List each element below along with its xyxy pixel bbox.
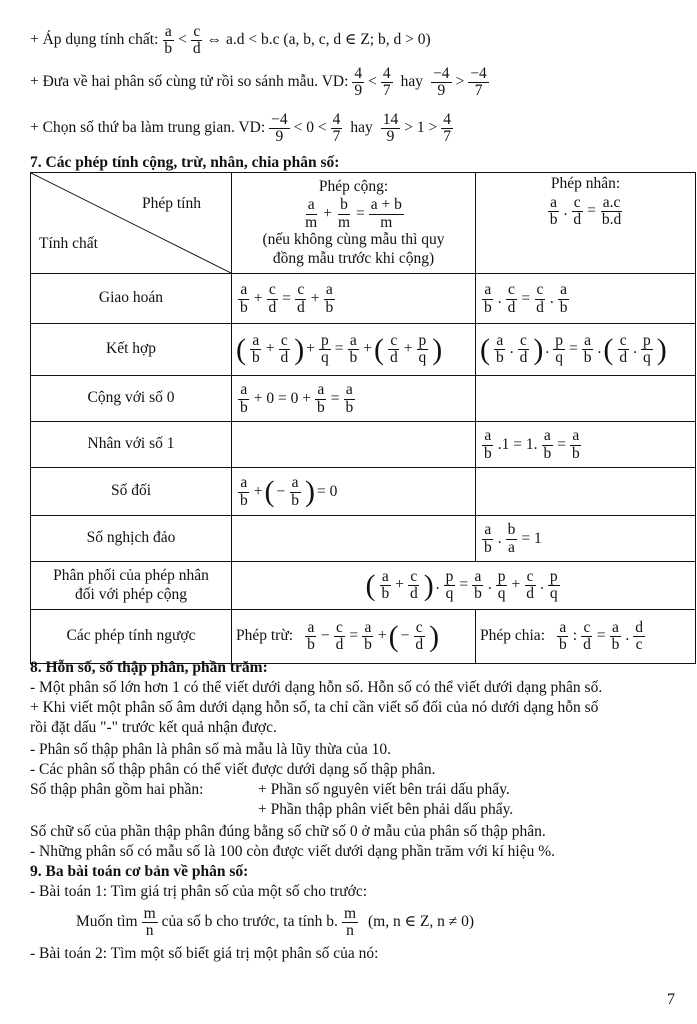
multiplication-formula: $\frac{a}{b}$ . $\frac{c}{d}$ = $\frac{a.c}{b.d}$ bbox=[549, 193, 622, 228]
page-number: 7 bbox=[667, 991, 675, 1008]
row-label-line: Phân phối của phép nhân bbox=[53, 566, 209, 584]
problem-1-formula bbox=[76, 906, 474, 940]
problem-1-title: - Bài toán 1: Tìm giá trị phân số của một số cho trước: bbox=[30, 883, 368, 900]
formula-condition: (m, n ∈ Z, n ≠ 0) bbox=[368, 913, 475, 931]
rule-same-numerator: + Đưa về hai phân số cùng tử rồi so sánh mẫu. VD: $\frac{4}{9}$ < $\frac{4}{7}$ hay $\frac{-4}{9}$ > $\frac{-4}{7}$ bbox=[30, 65, 487, 100]
commutative-addition: $\frac{a}{b}$ + $\frac{c}{d}$ = $\frac{c}{d}$ + $\frac{a}{b}$ bbox=[240, 281, 334, 316]
header-addition bbox=[232, 173, 476, 274]
associative-multiplication: ( $\frac{a}{b}$ . $\frac{c}{d}$ ) . $\frac{p}{q}$ = $\frac{a}{b}$ . ( $\frac{c}{d}$ . $\frac{p}{q}$ ) bbox=[480, 331, 667, 366]
section-9-title: 9. Ba bài toán cơ bản về phân số: bbox=[30, 863, 249, 880]
table-header-row bbox=[31, 173, 696, 274]
reciprocal-formula: $\frac{a}{b}$ . $\frac{b}{a}$ = 1 bbox=[484, 521, 542, 556]
opposite-formula: $\frac{a}{b}$ + ( − $\frac{a}{b}$ ) = 0 bbox=[240, 474, 338, 509]
paragraph-line: - Phân số thập phân là phân số mà mẫu là lũy thừa của 10. bbox=[30, 741, 391, 758]
fraction: $\frac{m}{n}$ bbox=[343, 905, 356, 940]
fraction: $\frac{4}{7}$ bbox=[443, 111, 451, 146]
table-row bbox=[31, 468, 696, 516]
paragraph-line: rồi đặt dấu "-" trước kết quả nhận được. bbox=[30, 719, 277, 736]
paragraph-line: Số thập phân gồm hai phần: bbox=[30, 781, 204, 798]
connector-word: hay bbox=[350, 119, 373, 137]
table-row bbox=[31, 274, 696, 324]
addition-label: Phép cộng: bbox=[318, 177, 389, 195]
formula-text: Muốn tìm bbox=[76, 913, 138, 931]
distributive-formula: ( $\frac{a}{b}$ + $\frac{c}{d}$ ) . $\frac{p}{q}$ = $\frac{a}{b}$ . $\frac{p}{q}$ + $\frac{c}{d}$ . $\frac{p}{q}$ bbox=[365, 567, 558, 602]
division-formula: Phép chia: $\frac{a}{b}$ : $\frac{c}{d}$ = $\frac{a}{b}$ . $\frac{d}{c}$ bbox=[480, 618, 643, 653]
subtraction-formula: Phép trừ: $\frac{a}{b}$ − $\frac{c}{d}$ = $\frac{a}{b}$ + ( − $\frac{c}{d}$ ) bbox=[236, 618, 440, 653]
addition-formula: $\frac{a}{m}$ + $\frac{b}{m}$ = $\frac{a + b}{m}$ bbox=[305, 196, 402, 231]
rule-text: + Đưa về hai phân số cùng tử rồi so sánh mẫu. VD: bbox=[30, 73, 349, 91]
paragraph-line: - Những phân số có mẫu số là 100 còn được viết dưới dạng phần trăm với kí hiệu %. bbox=[30, 843, 556, 860]
row-label: Nhân với số 1 bbox=[31, 422, 232, 468]
operations-table bbox=[30, 172, 696, 664]
division-label: Phép chia: bbox=[480, 627, 545, 645]
multiplication-label: Phép nhân: bbox=[550, 175, 621, 192]
table-row bbox=[31, 562, 696, 610]
row-label: Kết hợp bbox=[31, 324, 232, 376]
empty-cell bbox=[232, 422, 476, 468]
rule-intermediate: + Chọn số thứ ba làm trung gian. VD: $\frac{-4}{9}$ < 0 < $\frac{4}{7}$ hay $\frac{14}{9}$ > 1 > $\frac{4}{7}$ bbox=[30, 111, 451, 146]
empty-cell bbox=[476, 376, 696, 422]
add-zero-formula: $\frac{a}{b}$ + 0 = 0 + $\frac{a}{b}$ = $\frac{a}{b}$ bbox=[240, 381, 354, 416]
problem-2-title: - Bài toán 2: Tìm một số biết giá trị một phân số của nó: bbox=[30, 945, 379, 962]
fraction: $\frac{14}{9}$ bbox=[382, 111, 399, 146]
fraction: $\frac{c}{d}$ bbox=[192, 23, 201, 58]
section-7-title: 7. Các phép tính cộng, trừ, nhân, chia phân số: bbox=[30, 154, 340, 171]
addition-note-1: (nếu không cùng mẫu thì quy bbox=[262, 230, 445, 248]
commutative-multiplication: $\frac{a}{b}$ . $\frac{c}{d}$ = $\frac{c}{d}$ . $\frac{a}{b}$ bbox=[484, 281, 568, 316]
section-8-title: 8. Hỗn số, số thập phân, phần trăm: bbox=[30, 659, 268, 676]
fraction: $\frac{-4}{9}$ bbox=[433, 65, 450, 100]
rule-text: + Chọn số thứ ba làm trung gian. VD: bbox=[30, 119, 266, 137]
row-label: Cộng với số 0 bbox=[31, 376, 232, 422]
fraction: $\frac{-4}{7}$ bbox=[470, 65, 487, 100]
rule-text: + Áp dụng tính chất: bbox=[30, 31, 159, 49]
header-multiplication bbox=[476, 173, 696, 274]
table-row bbox=[31, 324, 696, 376]
row-label: Số đối bbox=[31, 468, 232, 516]
empty-cell bbox=[232, 516, 476, 562]
header-property: Tính chất bbox=[39, 235, 98, 252]
fraction: $\frac{-4}{9}$ bbox=[271, 111, 288, 146]
header-operation: Phép tính bbox=[142, 195, 201, 212]
fraction: $\frac{4}{7}$ bbox=[382, 65, 391, 100]
rule-apply-property: + Áp dụng tính chất: $\frac{a}{b}$ < $\frac{c}{d}$ ⇔ a.d < b.c (a, b, c, d ∈ Z; b, d > 0) bbox=[30, 23, 431, 58]
paragraph-line: - Một phân số lớn hơn 1 có thể viết dưới dạng hỗn số. Hỗn số có thể viết dưới dạng phân số. bbox=[30, 679, 603, 696]
empty-cell bbox=[476, 468, 696, 516]
fraction: $\frac{m}{n}$ bbox=[143, 905, 156, 940]
formula-text: của số b cho trước, ta tính b. bbox=[161, 913, 338, 931]
table-row bbox=[31, 376, 696, 422]
row-label: Giao hoán bbox=[31, 274, 232, 324]
table-row bbox=[31, 422, 696, 468]
diagonal-header-cell bbox=[31, 173, 232, 274]
addition-note-2: đồng mẫu trước khi cộng) bbox=[272, 249, 435, 267]
row-label-line: đối với phép cộng bbox=[75, 585, 187, 603]
row-label bbox=[31, 562, 232, 610]
paragraph-line: Số chữ số của phần thập phân đúng bằng số chữ số 0 ở mẫu của phân số thập phân. bbox=[30, 823, 546, 840]
paragraph-line: + Phần thập phân viết bên phải dấu phẩy. bbox=[258, 801, 514, 818]
paragraph-line: + Phần số nguyên viết bên trái dấu phẩy. bbox=[258, 781, 510, 798]
multiply-one-formula: $\frac{a}{b}$ .1 = 1. $\frac{a}{b}$ = $\frac{a}{b}$ bbox=[484, 427, 580, 462]
connector-word: hay bbox=[400, 73, 424, 91]
paragraph-line: + Khi viết một phân số âm dưới dạng hỗn số, ta chỉ cần viết số đối của nó dưới dạng hỗn số bbox=[30, 699, 599, 716]
fraction: $\frac{4}{7}$ bbox=[332, 111, 341, 146]
row-label: Các phép tính ngược bbox=[31, 610, 232, 664]
fraction: $\frac{4}{9}$ bbox=[354, 65, 363, 100]
diagonal-line bbox=[31, 173, 231, 273]
fraction: $\frac{a}{b}$ bbox=[164, 23, 173, 58]
paragraph-line: - Các phân số thập phân có thể viết được dưới dạng số thập phân. bbox=[30, 761, 436, 778]
table-row bbox=[31, 516, 696, 562]
rule-condition: ⇔ a.d < b.c (a, b, c, d ∈ Z; b, d > 0) bbox=[206, 31, 431, 49]
table-row bbox=[31, 610, 696, 664]
associative-addition: ( $\frac{a}{b}$ + $\frac{c}{d}$ ) + $\frac{p}{q}$ = $\frac{a}{b}$ + ( $\frac{c}{d}$ + $\frac{p}{q}$ ) bbox=[236, 331, 443, 366]
row-label: Số nghịch đảo bbox=[31, 516, 232, 562]
subtraction-label: Phép trừ: bbox=[236, 627, 294, 645]
